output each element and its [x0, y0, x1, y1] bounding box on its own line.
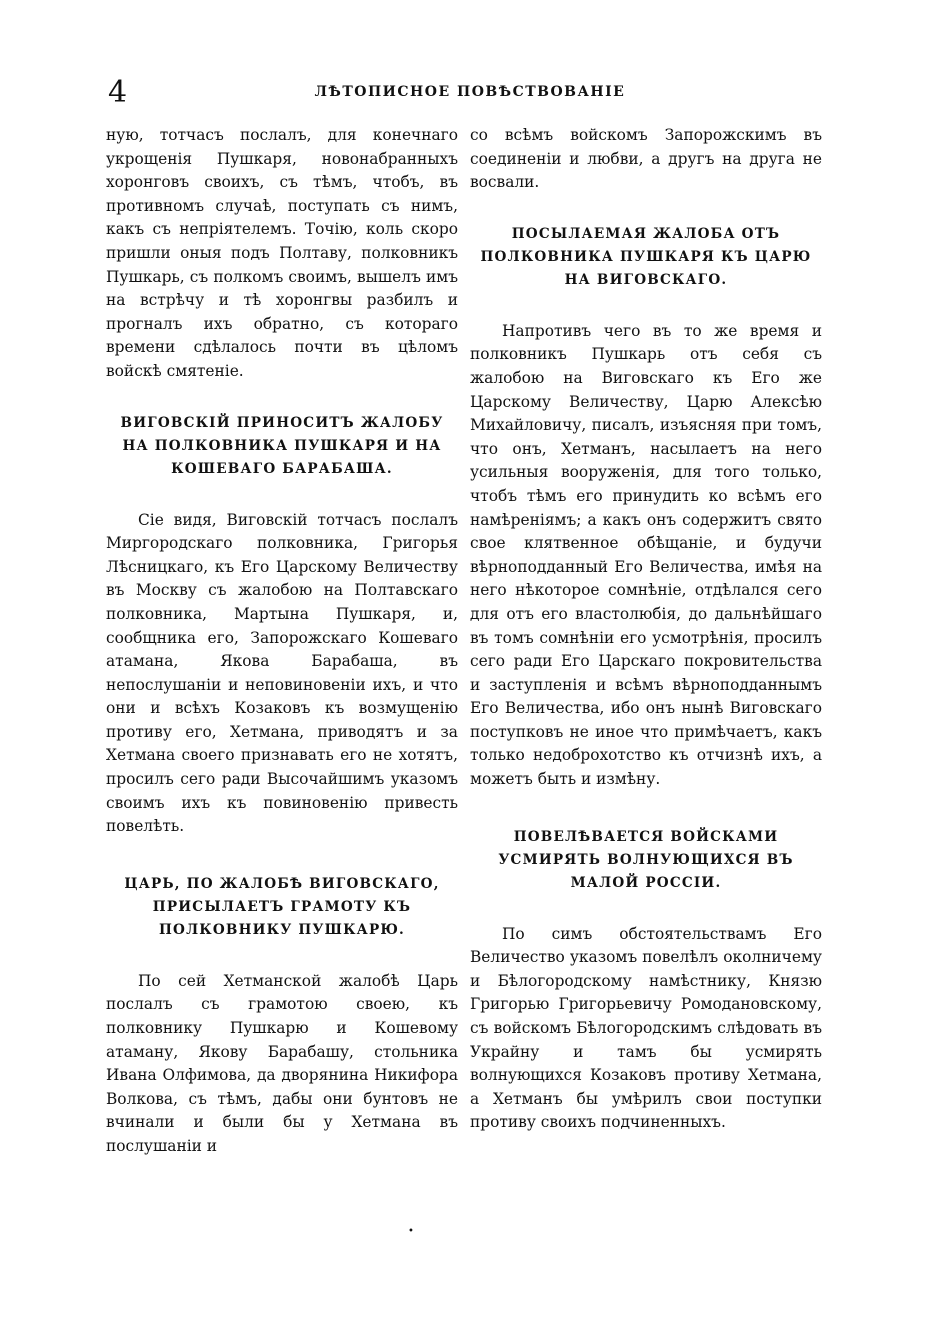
right-paragraph-2: Напротивъ чего въ то же время и полковникъ Пушкарь отъ себя съ жалобою на Виговскаго къ Его же Царскому Величеству, Царю Алексѣю Михайловичу, писалъ, изъясняя при томъ, что онъ, Хетманъ, насылаетъ на него усильныя вооруженія, для того только, чтобъ тѣмъ его принудить ко всѣмъ его намѣреніямъ; а какъ онъ содержитъ свято свое клятвенное обѣщаніе, и будучи вѣрноподданный Его Величества, имѣя на него нѣкоторое сомнѣніе, отдѣлался сего для отъ его властолюбія, до дальнѣйшаго въ томъ сомнѣніи его усмотрѣнія, просилъ сего ради Его Царскаго покровительства и заступленія и всѣмъ вѣрноподданнымъ Его Величества, ибо онъ нынѣ Виговскаго поступковъ не иное что примѣчаетъ, какъ только недоброхотство къ отчизнѣ ихъ, а можетъ быть и измѣну. — [470, 321, 822, 789]
left-column — [106, 124, 458, 1274]
left-section-heading-2: ЦАРЬ, ПО ЖАЛОБѢ ВИГОВСКАГО, ПРИСЫЛАЕТЪ ГРАМОТУ КЪ ПОЛКОВНИКУ ПУШКАРЮ. — [124, 875, 440, 938]
page-number: 4 — [108, 75, 128, 110]
right-section-heading-2: ПОВЕЛѢВАЕТСЯ ВОЙСКАМИ УСМИРЯТЬ ВОЛНУЮЩИХСЯ ВЪ МАЛОЙ РОССІИ. — [498, 828, 794, 891]
right-paragraph-1: со всѣмъ войскомъ Запорожскимъ въ соединеніи и любви, а другъ на друга не восвали. — [470, 126, 822, 192]
left-paragraph-1: ную, тотчасъ послалъ, для конечнаго укрощенія Пушкаря, новонабранныхъ хоронговъ своихъ, съ тѣмъ, чтобъ, въ противномъ случаѣ, поступать съ нимъ, какъ съ непріятелемъ. Точію, коль скоро пришли оныя подъ Полтаву, полковникъ Пушкарь, съ полкомъ своимъ, вышелъ имъ на встрѣчу и тѣ хоронгвы разбилъ и прогналъ ихъ обратно, съ котораго времени сдѣлалось почти въ цѣломъ войскѣ смятеніе. — [106, 126, 458, 380]
running-title: ЛѢТОПИСНОЕ ПОВѢСТВОВАНІЕ — [314, 84, 626, 100]
right-column — [470, 124, 822, 1274]
footer-mark: • — [408, 1226, 414, 1237]
left-paragraph-3: По сей Хетманской жалобѣ Царь послалъ съ грамотою своею, къ полковнику Пушкарю и Кошевому атаману, Якову Барабашу, стольника Ивана Олфимова, да дворянина Никифора Волкова, съ тѣмъ, дабы они бунтовъ не вчинали и были бы у Хетмана въ послушаніи и — [106, 971, 458, 1155]
left-section-heading-1: ВИГОВСКІЙ ПРИНОСИТЪ ЖАЛОБУ НА ПОЛКОВНИКА ПУШКАРЯ И НА КОШЕВАГО БАРАБАША. — [120, 414, 444, 477]
right-paragraph-3: По симъ обстоятельствамъ Его Величество указомъ повелѣлъ околничему и Бѣлогородскому намѣстнику, Князю Григорью Григорьевичу Ромодановскому, съ войскомъ Бѣлогородскимъ слѣдовать въ Украйну и тамъ бы усмирять волнующихся Козаковъ противу Хетмана, а Хетманъ бы умѣрилъ свои поступки противу своихъ подчиненныхъ. — [470, 924, 822, 1132]
right-section-heading-1: ПОСЫЛАЕМАЯ ЖАЛОБА ОТЪ ПОЛКОВНИКА ПУШКАРЯ КЪ ЦАРЮ НА ВИГОВСКАГО. — [480, 225, 812, 288]
page-header — [0, 76, 936, 112]
left-paragraph-2: Сіе видя, Виговскій тотчасъ послалъ Миргородскаго полковника, Григорья Лѣсницкаго, къ Его Царскому Величеству въ Москву съ жалобою на Полтавскаго полковника, Мартына Пушкаря, и, сообщника его, Запорожскаго Кошеваго атамана, Якова Барабаша, въ непослушаніи и неповиновеніи ихъ, и что они и всѣхъ Козаковъ къ возмущенію противу его, Хетмана, приводятъ и за Хетмана своего признавать его не хотятъ, просилъ сего ради Высочайшимъ указомъ своимъ ихъ къ повиновенію привесть повелѣть. — [106, 510, 458, 836]
